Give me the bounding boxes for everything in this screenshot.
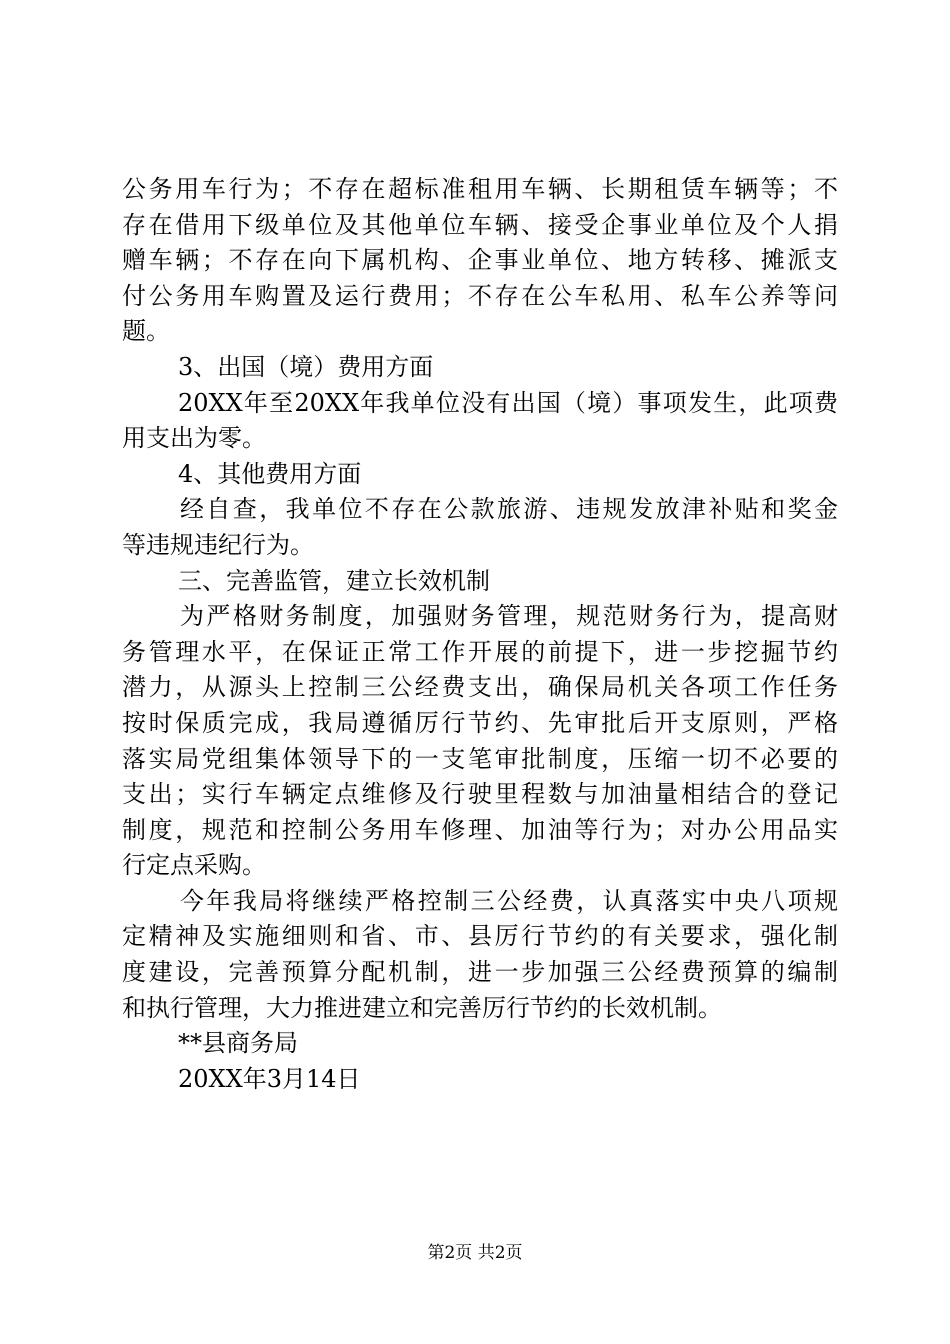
paragraph-line: 存在借用下级单位及其他单位车辆、接受企事业单位及个人捐 bbox=[122, 210, 838, 239]
paragraph-line: 今年我局将继续严格控制三公经费，认真落实中央八项规 bbox=[180, 886, 838, 915]
paragraph-line: 等违规违纪行为。 bbox=[122, 530, 314, 559]
signature-date: 20XX年3月14日 bbox=[178, 1064, 361, 1093]
paragraph-line: 落实局党组集体领导下的一支笔审批制度，压缩一切不必要的 bbox=[122, 744, 838, 773]
section-heading: 3、出国（境）费用方面 bbox=[178, 352, 434, 381]
section-heading: 4、其他费用方面 bbox=[178, 459, 362, 488]
paragraph-line: 制度，规范和控制公务用车修理、加油等行为；对办公用品实 bbox=[122, 815, 838, 844]
paragraph-line: 潜力，从源头上控制三公经费支出，确保局机关各项工作任务 bbox=[122, 673, 838, 702]
paragraph-line: 用支出为零。 bbox=[122, 424, 266, 453]
paragraph-line: 行定点采购。 bbox=[122, 851, 266, 880]
paragraph-line: 经自查，我单位不存在公款旅游、违规发放津补贴和奖金 bbox=[180, 495, 838, 524]
paragraph-line: 和执行管理，大力推进建立和完善厉行节约的长效机制。 bbox=[122, 993, 722, 1022]
signature-organization: **县商务局 bbox=[178, 1029, 298, 1058]
page-number: 第2页 共2页 bbox=[427, 1243, 523, 1263]
paragraph-line: 20XX年至20XX年我单位没有出国（境）事项发生，此项费 bbox=[178, 388, 838, 417]
paragraph-line: 为严格财务制度，加强财务管理，规范财务行为，提高财 bbox=[180, 602, 838, 631]
paragraph-line: 按时保质完成，我局遵循厉行节约、先审批后开支原则，严格 bbox=[122, 708, 838, 737]
paragraph-line: 支出；实行车辆定点维修及行驶里程数与加油量相结合的登记 bbox=[122, 780, 838, 809]
document-body bbox=[122, 172, 838, 1097]
section-heading: 三、完善监管，建立长效机制 bbox=[178, 566, 490, 595]
paragraph-line: 题。 bbox=[122, 317, 170, 346]
paragraph-line: 公务用车行为；不存在超标准租用车辆、长期租赁车辆等；不 bbox=[122, 175, 838, 203]
paragraph-line: 定精神及实施细则和省、市、县厉行节约的有关要求，强化制 bbox=[122, 922, 838, 951]
paragraph-line: 务管理水平，在保证正常工作开展的前提下，进一步挖掘节约 bbox=[122, 637, 838, 666]
paragraph-line: 赠车辆；不存在向下属机构、企事业单位、地方转移、摊派支 bbox=[122, 246, 838, 275]
paragraph-line: 付公务用车购置及运行费用；不存在公车私用、私车公养等问 bbox=[122, 281, 838, 310]
paragraph-line: 度建设，完善预算分配机制，进一步加强三公经费预算的编制 bbox=[122, 958, 838, 987]
